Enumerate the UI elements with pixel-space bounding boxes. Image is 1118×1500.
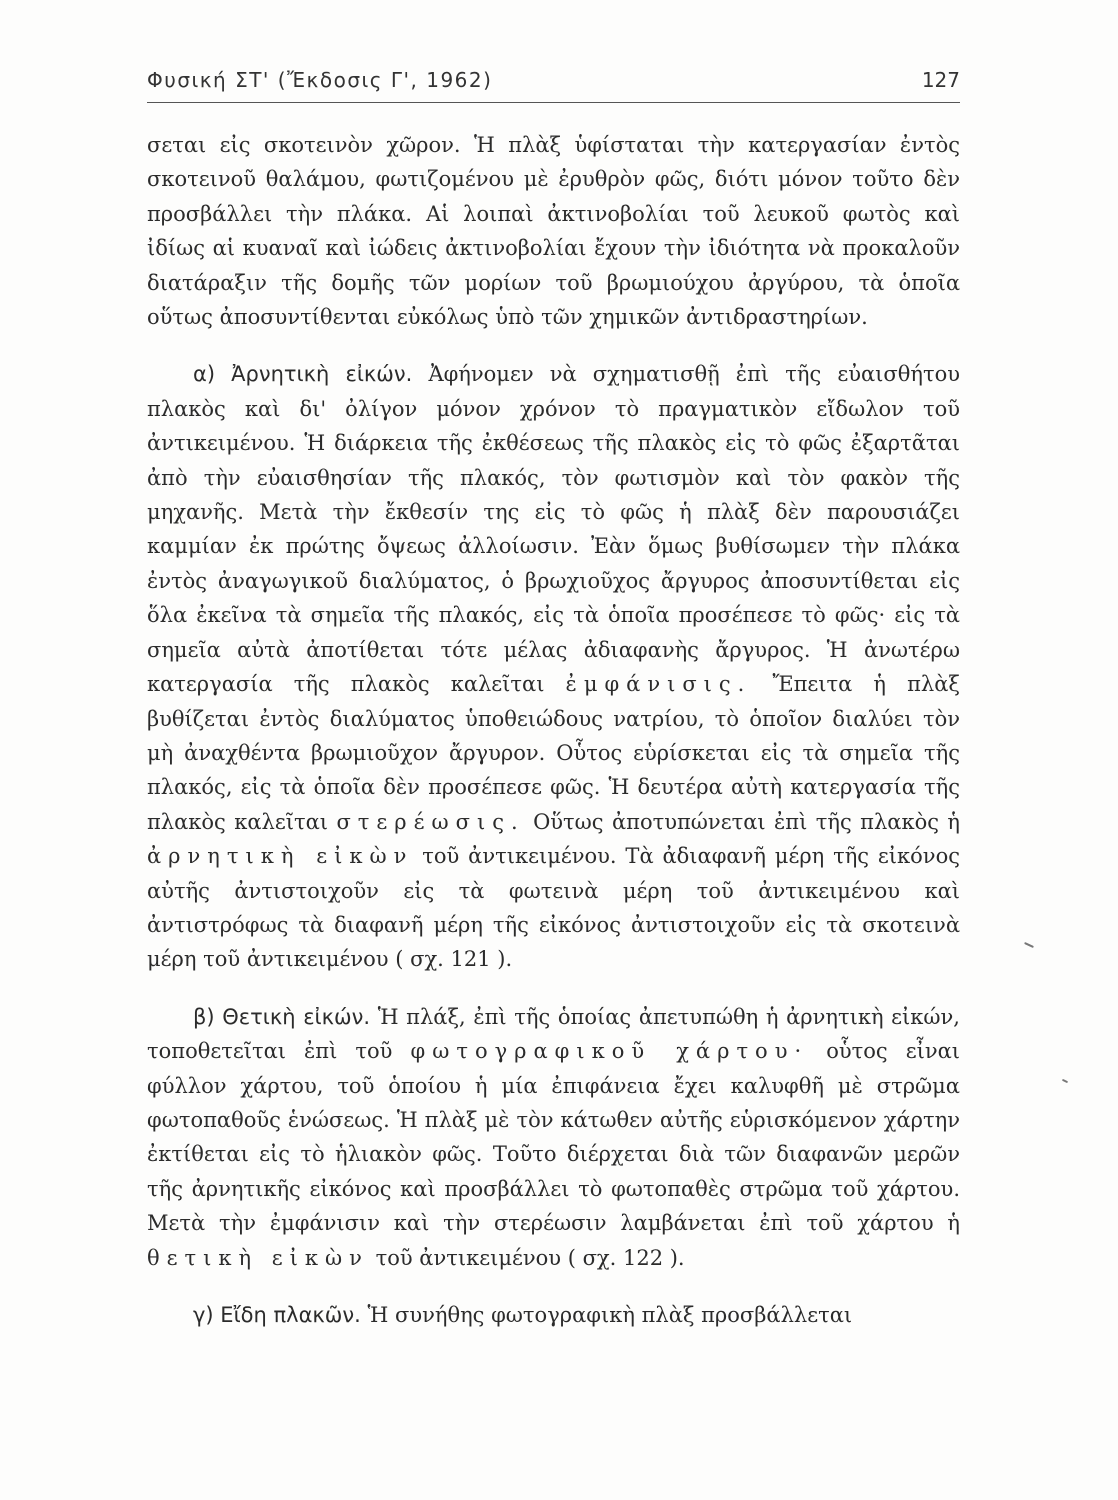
paragraph-spacer [147, 977, 960, 1000]
term-photographic-paper: φωτογραφικοῦ χάρτου· [410, 1039, 809, 1064]
paragraph-intro [147, 128, 960, 334]
header-title: Φυσική ΣΤ' (Ἔκδοσις Γ', 1962) [147, 68, 493, 92]
paragraph-positive-image [147, 1000, 960, 1275]
paragraph-spacer [147, 1275, 960, 1298]
term-negative-image: ἀρνητικὴ εἰκὼν [147, 844, 414, 869]
term-fixing: στερέωσις. [336, 809, 525, 834]
section-heading-plate-types: γ) Εἴδη πλακῶν. [193, 1303, 361, 1327]
term-development: ἐμφάνισις. [565, 672, 752, 697]
section-heading-positive-image: β) Θετικὴ εἰκών. [193, 1004, 371, 1029]
page-body [147, 128, 960, 1332]
section-heading-negative-image: α) Ἀρνητικὴ εἰκών. [193, 362, 413, 387]
page-number: 127 [921, 68, 960, 92]
paragraph-negative-image [147, 357, 960, 976]
paragraph-positive-text-1: Ἡ πλάξ, ἐπὶ τῆς ὁποίας ἀπετυπώθη ἡ ἀρνητικὴ εἰκών, τοποθετεῖται ἐπὶ τοῦ [147, 1004, 960, 1064]
term-positive-image: θετικὴ εἰκὼν [147, 1245, 369, 1270]
paper-speck [1062, 1079, 1068, 1083]
running-header [147, 66, 960, 103]
paragraph-negative-text-4: τοῦ ἀντικειμένου. Τὰ ἀδιαφανῆ μέρη τῆς εἰκόνος αὐτῆς ἀντιστοιχοῦν εἰς τὰ φωτεινὰ μέρη τοῦ ἀντικειμένου καὶ ἀντιστρόφως τὰ διαφανῆ μέρη τῆς εἰκόνος ἀντιστοιχοῦν εἰς τὰ σκοτεινὰ μέρη τοῦ ἀντικειμένου ( σχ. 121 ). [147, 844, 960, 972]
paragraph-negative-text-1: Ἀφήνομεν νὰ σχηματισθῇ ἐπὶ τῆς εὐαισθήτου πλακὸς καὶ δι' ὀλίγον μόνον χρόνον τὸ πραγματικὸν εἴδωλον τοῦ ἀντικειμένου. Ἡ διάρκεια τῆς ἐκθέσεως τῆς πλακὸς εἰς τὸ φῶς ἐξαρτᾶται ἀπὸ τὴν εὐαισθησίαν τῆς πλακός, τὸν φωτισμὸν καὶ τὸν φακὸν τῆς μηχανῆς. Μετὰ τὴν ἔκθεσίν της εἰς τὸ φῶς ἡ πλὰξ δὲν παρουσιάζει καμμίαν ἐκ πρώτης ὄψεως ἀλλοίωσιν. Ἐὰν ὅμως βυθίσωμεν τὴν πλάκα ἐντὸς ἀναγωγικοῦ διαλύματος, ὁ βρωχιοῦχος ἄργυρος ἀποσυντίθεται εἰς ὅλα ἐκεῖνα τὰ σημεῖα τῆς πλακός, εἰς τὰ ὁποῖα προσέπεσε τὸ φῶς· εἰς τὰ σημεῖα αὐτὰ ἀποτίθεται τότε μέλας ἀδιαφανὴς ἄργυρος. Ἡ ἀνωτέρω κατεργασία τῆς πλακὸς καλεῖται [147, 362, 960, 697]
paragraph-positive-text-2: οὗτος εἶναι φύλλον χάρτου, τοῦ ὁποίου ἡ μία ἐπιφάνεια ἔχει καλυφθῆ μὲ στρῶμα φωτοπαθοῦς ἑνώσεως. Ἡ πλὰξ μὲ τὸν κάτωθεν αὐτῆς εὑρισκόμενον χάρτην ἐκτίθεται εἰς τὸ ἡλιακὸν φῶς. Τοῦτο διέρχεται διὰ τῶν διαφανῶν μερῶν τῆς ἀρνητικῆς εἰκόνος καὶ προσβάλλει τὸ φωτοπαθὲς στρῶμα τοῦ χάρτου. Μετὰ τὴν ἐμφάνισιν καὶ τὴν στερέωσιν λαμβάνεται ἐπὶ τοῦ χάρτου ἡ [147, 1039, 960, 1236]
paragraph-negative-text-2: Ἔπειτα ἡ πλὰξ βυθίζεται ἐντὸς διαλύματος ὑποθειώδους νατρίου, τὸ ὁποῖον διαλύει τὸν μὴ ἀναχθέντα βρωμιοῦχον ἄργυρον. Οὗτος εὑρίσκεται εἰς τὰ σημεῖα τῆς πλακός, εἰς τὰ ὁποῖα δὲν προσέπεσε φῶς. Ἡ δευτέρα αὐτὴ κατεργασία τῆς πλακὸς καλεῖται [147, 672, 960, 834]
paragraph-spacer [147, 334, 960, 357]
paragraph-intro-text: σεται εἰς σκοτεινὸν χῶρον. Ἡ πλὰξ ὑφίσταται τὴν κατεργασίαν ἐντὸς σκοτεινοῦ θαλάμου, φωτιζομένου μὲ ἐρυθρὸν φῶς, διότι μόνον τοῦτο δὲν προσβάλλει τὴν πλάκα. Αἱ λοιπαὶ ἀκτινοβολίαι τοῦ λευκοῦ φωτὸς καὶ ἰδίως αἱ κυαναῖ καὶ ἰώδεις ἀκτινοβολίαι ἔχουν τὴν ἰδιότητα νὰ προκαλοῦν διατάραξιν τῆς δομῆς τῶν μορίων τοῦ βρωμιούχου ἀργύρου, τὰ ὁποῖα οὕτως ἀποσυντίθενται εὐκόλως ὑπὸ τῶν χημικῶν ἀντιδραστηρίων. [147, 133, 960, 330]
paragraph-negative-text-3: Οὕτως ἀποτυπώνεται ἐπὶ τῆς πλακὸς ἡ [533, 809, 960, 834]
paragraph-plate-types-text: Ἡ συνήθης φωτογραφικὴ πλὰξ προσβάλλεται [367, 1303, 853, 1327]
paragraph-plate-types [147, 1298, 960, 1332]
paper-speck [1024, 942, 1034, 948]
paragraph-positive-text-3: τοῦ ἀντικειμένου ( σχ. 122 ). [375, 1245, 685, 1270]
